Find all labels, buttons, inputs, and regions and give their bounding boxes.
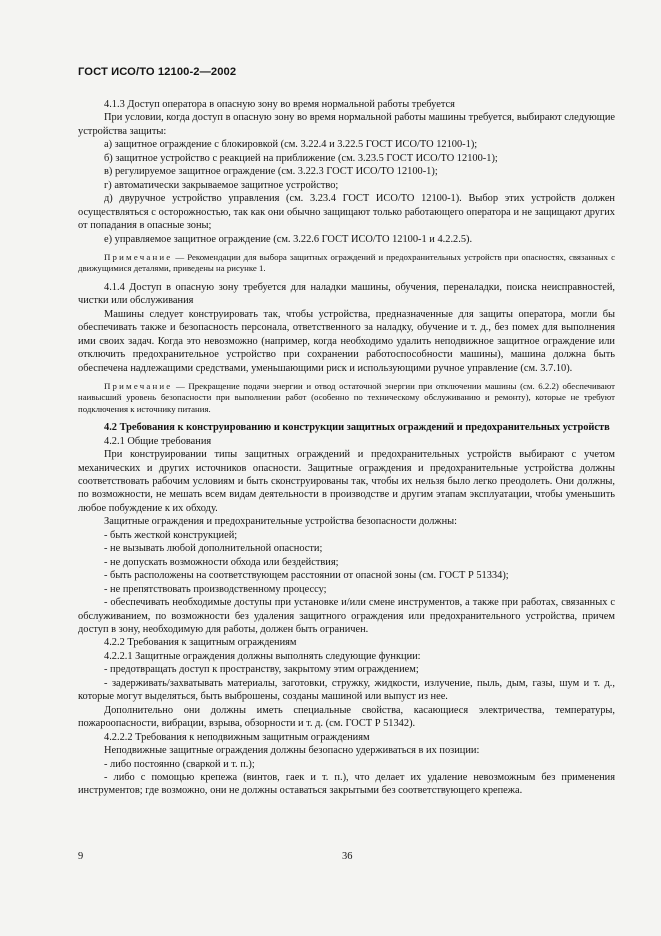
list-item: - быть расположены на соответствующем расстоянии от опасной зоны (см. ГОСТ Р 51334); — [104, 570, 509, 582]
paragraph: При конструировании типы защитных ограждений и предохранительных устройств выбирают с учетом механических и других источников опасности. Защитные ограждения и предохранительные устройства должны соответствовать рабочим условиям и быть сконструированы так, чтобы их нельзя было легко преодолеть. Они должны, по возможности, не мешать всем видам деятельности в производстве и другим этапам эксплуатации, чтобы уменьшить любое побуждение к их обходу. — [78, 449, 615, 514]
paragraph: Защитные ограждения и предохранительные устройства безопасности должны: — [104, 516, 458, 528]
list-item: е) управляемое защитное ограждение (см. 3.22.6 ГОСТ ИСО/ТО 12100-1 и 4.2.2.5). — [104, 233, 473, 245]
document-body — [78, 98, 615, 798]
footer-left-number: 9 — [78, 851, 84, 862]
section-4-2-2-heading: 4.2.2 Требования к защитным ограждениям — [104, 637, 297, 649]
section-4-1-3-intro: При условии, когда доступ в опасную зону во время нормальной работы машины требуется, выбирают следующие устройства защиты: — [78, 112, 615, 137]
list-item: - задерживать/захватывать материалы, заготовки, стружку, жидкости, излучение, пыль, дым, газы, шум и т. д., которые могут выделяться, быть выброшены, созданы машиной или выпуст из нее. — [78, 677, 615, 703]
section-4-2-2-2-heading: 4.2.2.2 Требования к неподвижным защитным ограждениям — [104, 731, 370, 743]
list-item: а) защитное ограждение с блокировкой (см. 3.22.4 и 3.22.5 ГОСТ ИСО/ТО 12100-1); — [104, 139, 478, 151]
document-header: ГОСТ ИСО/ТО 12100-2—2002 — [78, 66, 237, 78]
list-item: - не вызывать любой дополнительной опасности; — [104, 543, 323, 555]
note-4-1-4 — [78, 381, 615, 415]
section-4-2-2-1-heading: 4.2.2.1 Защитные ограждения должны выполнять следующие функции: — [104, 650, 421, 662]
note-text: — Прекращение подачи энергии и отвод остаточной энергии при отключении машины (см. 6.2.2) обеспечивают наивысший уровень безопасности при выполнении работ (особенно по техническому обслуживанию и ремонту), которые не требуют подключения к источнику питания. — [78, 380, 615, 414]
section-4-2-heading: 4.2 Требования к конструированию и конструкции защитных ограждений и предохранительных устройств — [104, 422, 610, 434]
section-4-1-4-heading: 4.1.4 Доступ в опасную зону требуется для наладки машины, обучения, переналадки, поиска неисправностей, чистки или обслуживания — [78, 281, 615, 307]
list-item: - либо постоянно (сваркой и т. п.); — [104, 758, 255, 770]
list-item: - быть жесткой конструкцией; — [104, 529, 238, 541]
list-item: д) двуручное устройство управления (см. 3.23.4 ГОСТ ИСО/ТО 12100-1). Выбор этих устройств должен осуществляться с осторожностью, так как они обычно защищают только работающего оператора и не защищают других от попадания в опасные зоны; — [78, 193, 615, 232]
list-item: в) регулируемое защитное ограждение (см. 3.22.3 ГОСТ ИСО/ТО 12100-1); — [104, 166, 438, 178]
list-item: - не допускать возможности обхода или бездействия; — [104, 556, 339, 568]
page-number: 36 — [342, 851, 353, 862]
list-item: г) автоматически закрываемое защитное устройство; — [104, 179, 339, 191]
list-item: - обеспечивать необходимые доступы при установке и/или смене инструментов, а также при работах, связанных с обслуживанием, по возможности без удаления защитного ограждения или предохранительного устройства, причем доступ в зону, необходимую для работы, должен быть ограничен. — [78, 597, 615, 635]
note-text: — Рекомендации для выбора защитных ограждений и предохранительных устройств при опасностях, связанных с движущимися деталями, приведены на рисунке 1. — [78, 251, 615, 274]
list-item: - либо с помощью крепежа (винтов, гаек и т. п.), что делает их удаление невозможным без применения инструментов; где возможно, они не должны оставаться закрытыми без соответствующего крепежа. — [78, 771, 615, 797]
paragraph: Неподвижные защитные ограждения должны безопасно удерживаться в их позиции: — [104, 745, 480, 757]
list-item: - предотвращать доступ к пространству, закрытому этим ограждением; — [104, 664, 419, 676]
list-item: б) защитное устройство с реакцией на приближение (см. 3.23.5 ГОСТ ИСО/ТО 12100-1); — [104, 152, 498, 164]
section-4-2-1-heading: 4.2.1 Общие требования — [104, 435, 212, 447]
note-label: Примечание — [104, 380, 173, 391]
note-4-1-3 — [78, 252, 615, 275]
section-4-1-3-heading: 4.1.3 Доступ оператора в опасную зону во время нормальной работы требуется — [104, 99, 455, 110]
paragraph: Дополнительно они должны иметь специальные свойства, касающиеся электричества, температуры, пожароопасности, вибрации, взрыва, обзорности и т. д. (см. ГОСТ Р 51342). — [78, 704, 615, 730]
list-item: - не препятствовать производственному процессу; — [104, 583, 327, 595]
note-label: Примечание — [104, 251, 173, 262]
section-4-1-4-body: Машины следует конструировать так, чтобы устройства, предназначенные для защиты оператора, могли бы обеспечивать также и безопасность персонала, ответственного за наладку, обучение и т. д., без помех для выполнения ими своих задач. Когда это невозможно (например, когда необходимо удалить неподвижное защитное ограждение или отключить предохранительное устройство при сохранении работоспособности машины), машина должна быть обеспечена надлежащими средствами, уменьшающими риск и использующими ручное управление (см. 3.7.10). — [78, 308, 615, 374]
